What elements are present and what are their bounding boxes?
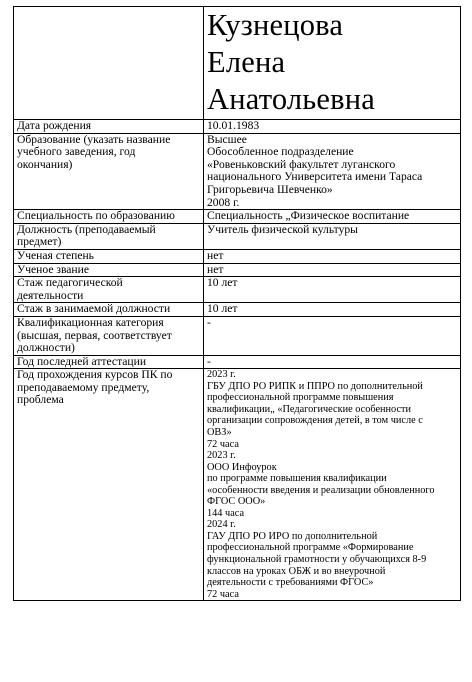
- surname: Кузнецова: [207, 8, 344, 42]
- table-row: [14, 316, 461, 355]
- row-value-courses: 2023 г. ГБУ ДПО РО РИПК и ППРО по дополнительной профессиональной программе повышения квалификации„ «Педагогические особенности организации сопровождения детей, в том числе с ОВЗ» 72 часа 2023 г. ООО Инфоурок по программе повышения квалификации «особенности введения и реализации обновленного ФГОС ООО» 144 часа 2024 г. ГАУ ДПО РО ИРО по дополнительной профессиональной программе «Формирование функциональной грамотности у обучающихся 8-9 классов на уроках ОБЖ и во внеурочной деятельности с требованиями ФГОС» 72 часа: [204, 369, 461, 601]
- table-row: [14, 303, 461, 317]
- table-row: [14, 133, 461, 210]
- table-row: [14, 210, 461, 224]
- row-label-birth-date: Дата рождения: [14, 120, 204, 134]
- table-row: [14, 120, 461, 134]
- row-value-last-attestation: -: [204, 355, 461, 369]
- name-row: [14, 7, 461, 120]
- patronymic: Анатольевна: [207, 82, 375, 116]
- name-label-cell: [14, 7, 204, 120]
- row-label-academic-degree: Ученая степень: [14, 249, 204, 263]
- row-label-education: Образование (указать название учебного заведения, год окончания): [14, 133, 204, 210]
- table-row: [14, 223, 461, 249]
- table-row: [14, 263, 461, 277]
- row-label-specialty: Специальность по образованию: [14, 210, 204, 224]
- row-label-position: Должность (преподаваемый предмет): [14, 223, 204, 249]
- row-value-specialty: Специальность „Физическое воспитание: [204, 210, 461, 224]
- row-label-academic-title: Ученое звание: [14, 263, 204, 277]
- row-value-position: Учитель физической культуры: [204, 223, 461, 249]
- teacher-info-table: [13, 6, 461, 601]
- table-row: [14, 355, 461, 369]
- row-value-academic-title: нет: [204, 263, 461, 277]
- row-label-position-experience: Стаж в занимаемой должности: [14, 303, 204, 317]
- row-value-academic-degree: нет: [204, 249, 461, 263]
- table-row: [14, 277, 461, 303]
- table-row: [14, 249, 461, 263]
- row-value-teaching-experience: 10 лет: [204, 277, 461, 303]
- row-label-qualification-category: Квалификационная категория (высшая, первая, соответствует должности): [14, 316, 204, 355]
- row-label-teaching-experience: Стаж педагогической деятельности: [14, 277, 204, 303]
- row-label-last-attestation: Год последней аттестации: [14, 355, 204, 369]
- teacher-full-name: [204, 7, 461, 120]
- first-name: Елена: [207, 45, 286, 79]
- row-label-courses: Год прохождения курсов ПК по преподаваемому предмету, проблема: [14, 369, 204, 601]
- table-row: [14, 369, 461, 601]
- row-value-qualification-category: -: [204, 316, 461, 355]
- row-value-position-experience: 10 лет: [204, 303, 461, 317]
- row-value-birth-date: 10.01.1983: [204, 120, 461, 134]
- row-value-education: Высшее Обособленное подразделение «Ровеньковский факультет луганского национального Университета имени Тараса Григорьевича Шевченко» 2008 г.: [204, 133, 461, 210]
